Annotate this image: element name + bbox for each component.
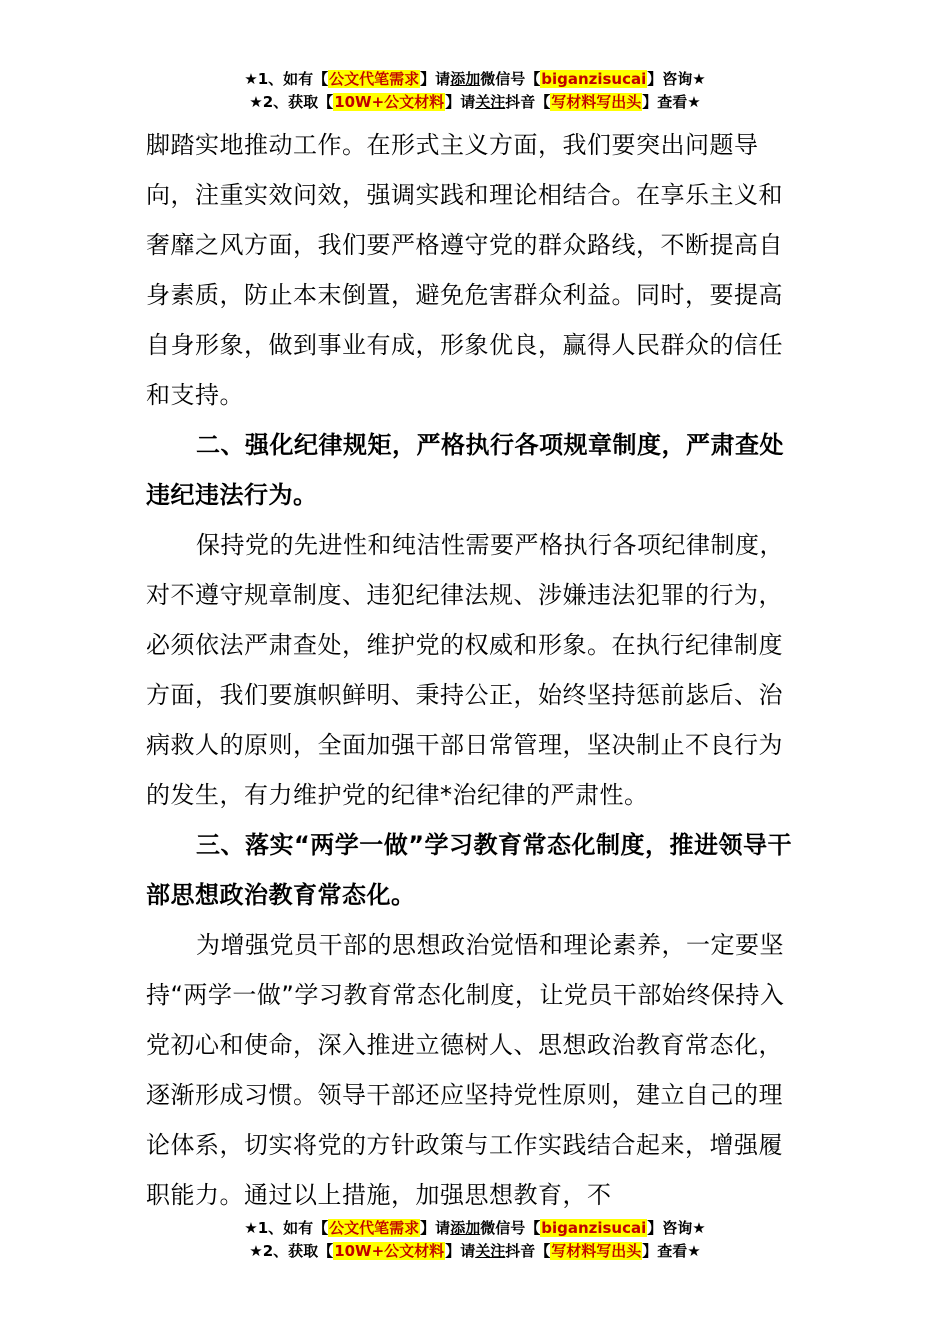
- underlined-follow: 关注: [475, 1242, 506, 1260]
- header-banner: [0, 68, 950, 114]
- banner-text: 抖音【: [505, 93, 551, 111]
- section-heading-3: 三、落实“两学一做”学习教育常态化制度，推进领导干部思想政治教育常态化。: [146, 831, 793, 909]
- banner-text: 】请: [420, 70, 451, 88]
- banner-text: 微信号【: [480, 1219, 541, 1237]
- banner-text: 】请: [445, 93, 476, 111]
- banner-line-1: [0, 68, 950, 91]
- banner-text: 】请: [445, 1242, 476, 1260]
- banner-text: ★1、如有【: [244, 1219, 329, 1237]
- banner-text: ★1、如有【: [244, 70, 329, 88]
- highlight-materials: 10W+公文材料: [334, 93, 445, 111]
- banner-text: 】请: [420, 1219, 451, 1237]
- highlight-wechat-id: biganzisucai: [541, 1219, 647, 1237]
- banner-text: ★2、获取【: [249, 1242, 334, 1260]
- banner-line-2: [0, 1240, 950, 1263]
- highlight-douyin-id: 写材料写出头: [551, 93, 642, 111]
- banner-text: 】查看★: [642, 1242, 701, 1260]
- footer-banner: [0, 1217, 950, 1263]
- highlight-ghostwriting: 公文代笔需求: [329, 70, 420, 88]
- highlight-wechat-id: biganzisucai: [541, 70, 647, 88]
- section-heading-2: 二、强化纪律规矩，严格执行各项规章制度，严肃查处违纪违法行为。: [146, 431, 784, 509]
- banner-text: 抖音【: [505, 1242, 551, 1260]
- banner-text: ★2、获取【: [249, 93, 334, 111]
- highlight-materials: 10W+公文材料: [334, 1242, 445, 1260]
- banner-text: 】查看★: [642, 93, 701, 111]
- banner-line-2: [0, 91, 950, 114]
- paragraph-education: 为增强党员干部的思想政治觉悟和理论素养，一定要坚持“两学一做”学习教育常态化制度，让党员干部始终保持入党初心和使命，深入推进立德树人、思想政治教育常态化，逐渐形成习惯。领导干部还应坚持党性原则，建立自己的理论体系，切实将党的方针政策与工作实践结合起来，增强履职能力。通过以上措施，加强思想教育，不: [146, 931, 785, 1209]
- underlined-follow: 关注: [475, 93, 506, 111]
- document-body: [146, 120, 806, 1220]
- highlight-douyin-id: 写材料写出头: [551, 1242, 642, 1260]
- underlined-add: 添加: [450, 1219, 481, 1237]
- banner-text: 微信号【: [480, 70, 541, 88]
- banner-text: 】咨询★: [647, 70, 706, 88]
- paragraph-continuation: 脚踏实地推动工作。在形式主义方面，我们要突出问题导向，注重实效问效，强调实践和理论相结合。在享乐主义和奢靡之风方面，我们要严格遵守党的群众路线，不断提高自身素质，防止本末倒置，避免危害群众利益。同时，要提高自身形象，做到事业有成，形象优良，赢得人民群众的信任和支持。: [146, 131, 783, 409]
- highlight-ghostwriting: 公文代笔需求: [329, 1219, 420, 1237]
- paragraph-discipline: 保持党的先进性和纯洁性需要严格执行各项纪律制度，对不遵守规章制度、违犯纪律法规、涉嫌违法犯罪的行为，必须依法严肃查处，维护党的权威和形象。在执行纪律制度方面，我们要旗帜鲜明、秉持公正，始终坚持惩前毖后、治病救人的原则，全面加强干部日常管理，坚决制止不良行为的发生，有力维护党的纪律*治纪律的严肃性。: [146, 531, 784, 809]
- banner-text: 】咨询★: [647, 1219, 706, 1237]
- underlined-add: 添加: [450, 70, 481, 88]
- banner-line-1: [0, 1217, 950, 1240]
